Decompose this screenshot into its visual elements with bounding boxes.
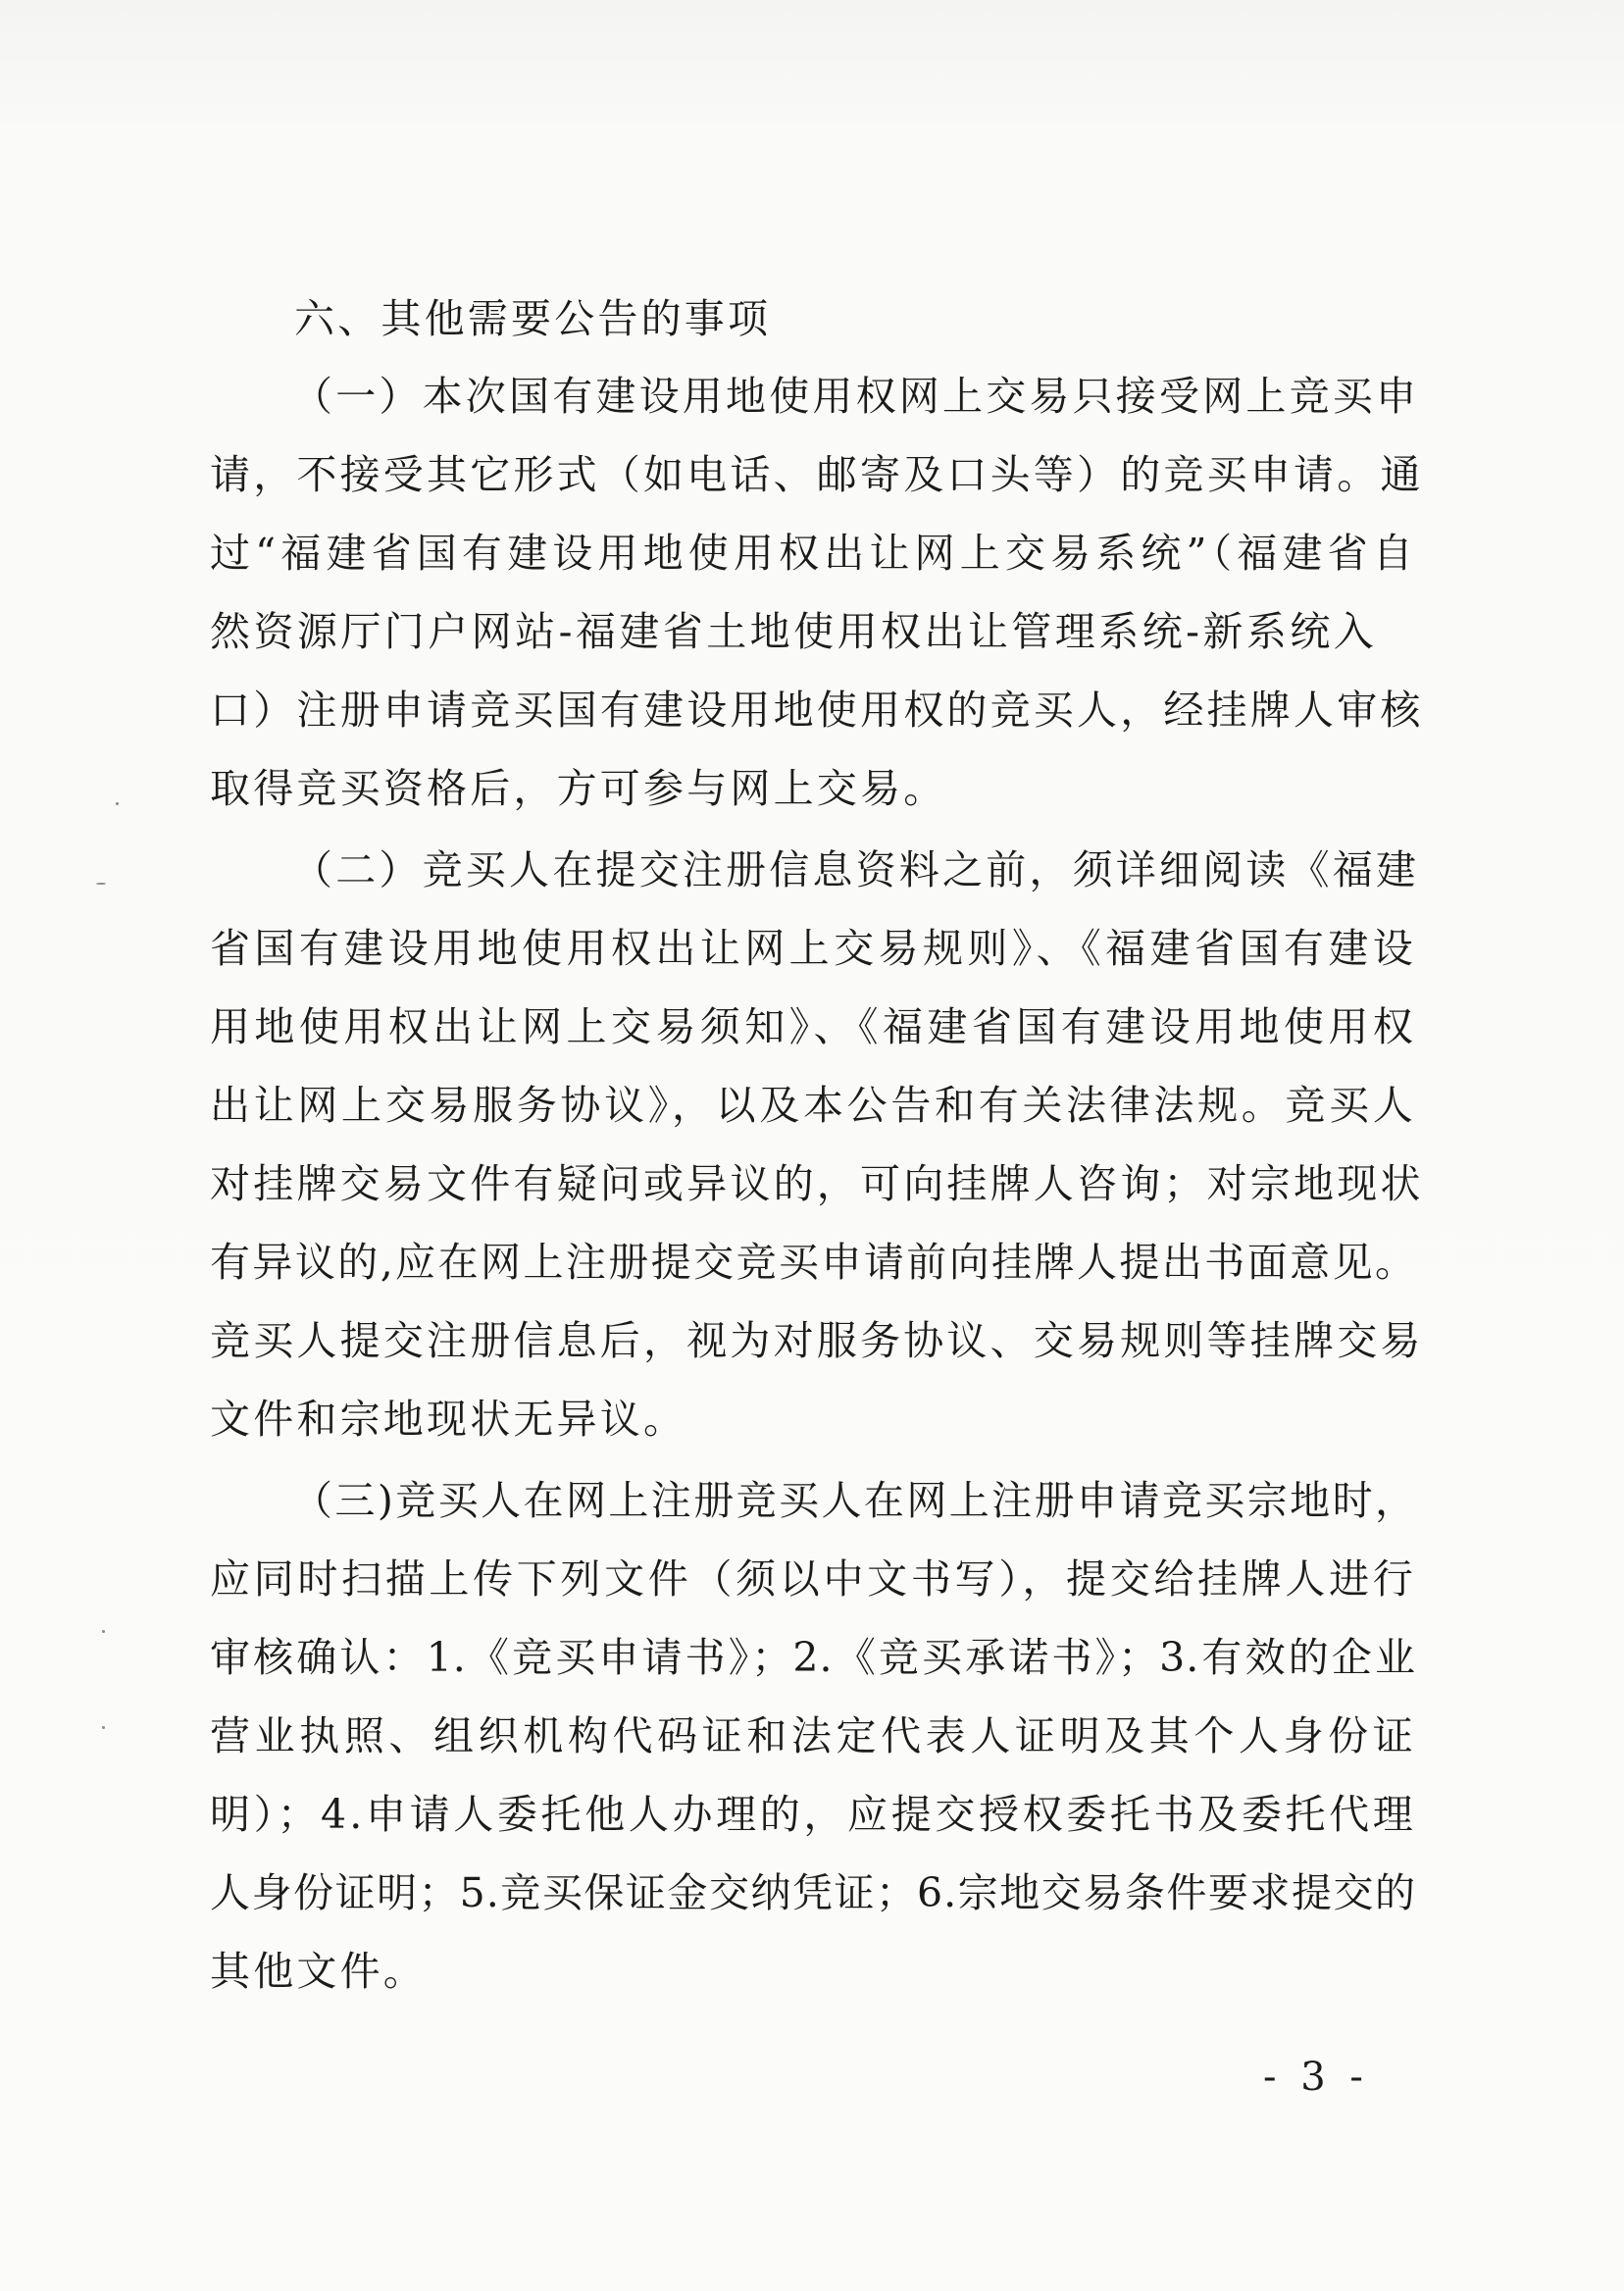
paragraph-line: 取得竞买资格后，方可参与网上交易。 [210, 765, 947, 812]
paragraph-line: （三)竞买人在网上注册竞买人在网上注册申请竞买宗地时， [292, 1477, 1416, 1524]
paragraph-line: 文件和宗地现状无异议。 [210, 1396, 687, 1443]
scan-speck [102, 1630, 105, 1633]
paragraph-line: 人身份证明；5.竞买保证金交纳凭证；6.宗地交易条件要求提交的 [210, 1869, 1416, 1916]
page-number: - 3 - [1263, 2055, 1369, 2100]
paragraph-line: （一）本次国有建设用地使用权网上交易只接受网上竞买申 [292, 373, 1420, 420]
paragraph-line: 营业执照、组织机构代码证和法定代表人证明及其个人身份证 [210, 1712, 1416, 1759]
paragraph-line: 应同时扫描上传下列文件（须以中文书写），提交给挂牌人进行 [210, 1555, 1416, 1603]
scan-speck [96, 883, 106, 885]
paragraph-line: 其他文件。 [210, 1948, 427, 1995]
paragraph-line: 请，不接受其它形式（如电话、邮寄及口头等）的竞买申请。通 [210, 451, 1424, 498]
paragraph-line: 有异议的,应在网上注册提交竞买申请前向挂牌人提出书面意见。 [210, 1239, 1416, 1286]
paragraph-line: 明）；4.申请人委托他人办理的，应提交授权委托书及委托代理 [210, 1791, 1416, 1838]
paragraph-line: 口）注册申请竞买国有建设用地使用权的竞买人，经挂牌人审核 [210, 687, 1424, 734]
paragraph-line: 竞买人提交注册信息后，视为对服务协议、交易规则等挂牌交易 [210, 1317, 1424, 1364]
section-heading: 六、其他需要公告的事项 [294, 295, 772, 342]
paragraph-line: （二）竞买人在提交注册信息资料之前，须详细阅读《福建 [292, 846, 1420, 893]
paragraph-line: 审核确认：1.《竞买申请书》；2.《竞买承诺书》；3.有效的企业 [210, 1634, 1416, 1681]
paragraph-line: 用地使用权出让网上交易须知》、《福建省国有建设用地使用权 [210, 1003, 1416, 1050]
scan-speck [102, 1726, 105, 1729]
paragraph-line: 出让网上交易服务协议》，以及本公告和有关法律法规。竞买人 [210, 1082, 1416, 1129]
paragraph-line: 对挂牌交易文件有疑问或异议的，可向挂牌人咨询；对宗地现状 [210, 1160, 1424, 1207]
scan-speck [116, 802, 119, 805]
paragraph-line: 过“福建省国有建设用地使用权出让网上交易系统”（福建省自 [210, 530, 1416, 577]
paragraph-line: 然资源厅门户网站-福建省土地使用权出让管理系统-新系统入 [210, 608, 1377, 655]
paragraph-line: 省国有建设用地使用权出让网上交易规则》、《福建省国有建设 [210, 925, 1416, 972]
